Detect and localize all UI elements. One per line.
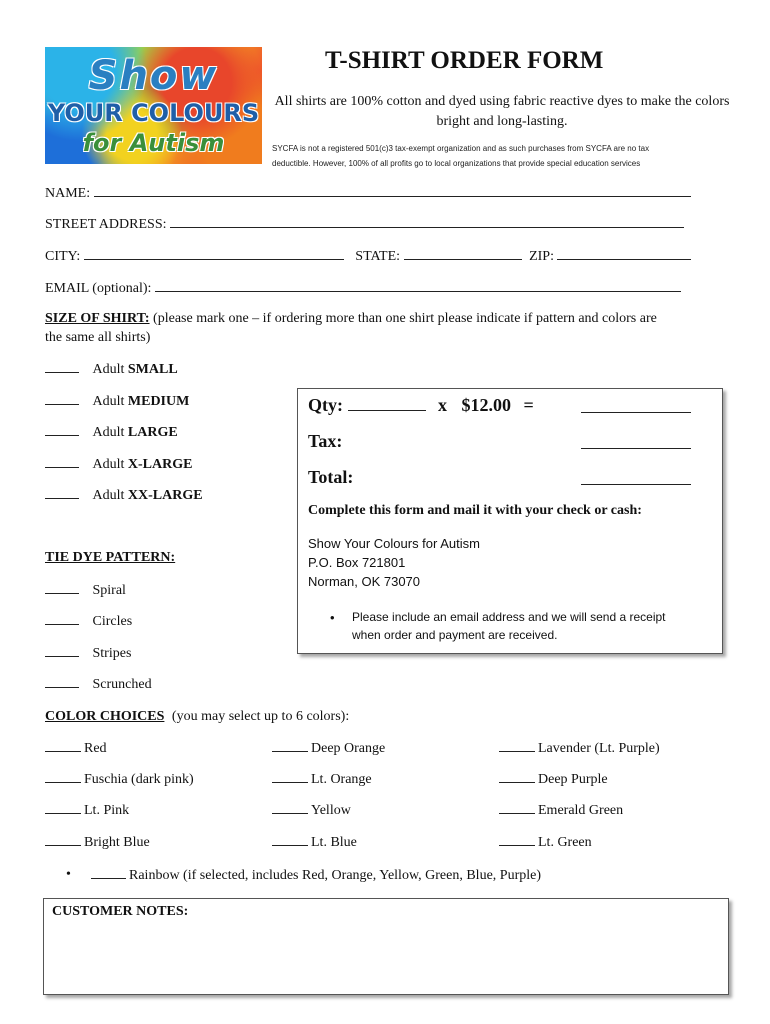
color-option-label: Emerald Green [538, 803, 624, 818]
size-option-x-large[interactable] [45, 456, 192, 473]
color-heading: COLOR CHOICES [45, 709, 165, 724]
color-checkbox-line[interactable] [45, 740, 81, 752]
size-heading: SIZE OF SHIRT: [45, 311, 150, 326]
color-checkbox-line[interactable] [91, 867, 126, 879]
size-checkbox-line[interactable] [45, 361, 79, 373]
size-checkbox-line[interactable] [45, 487, 79, 499]
color-option-label: Deep Purple [538, 772, 608, 787]
street-field[interactable] [45, 216, 684, 233]
mail-address-line-1: Show Your Colours for Autism [308, 536, 480, 551]
mail-address-line-2: P.O. Box 721801 [308, 555, 406, 570]
city-label: CITY: [45, 249, 81, 264]
color-option-label: Red [84, 741, 107, 756]
size-instructions-text: (please mark one – if ordering more than one shirt please indicate if pattern and colors are [149, 311, 657, 326]
tax-note-line-2: deductible. However, 100% of all profits go to local organizations that provide special education services [272, 159, 641, 168]
total-input-line[interactable] [581, 471, 691, 485]
email-input-line[interactable] [155, 280, 681, 292]
color-option-label: Yellow [311, 803, 351, 818]
receipt-note-line-2: when order and payment are received. [352, 628, 558, 642]
pattern-checkbox-line[interactable] [45, 676, 79, 688]
color-checkbox-line[interactable] [45, 771, 81, 783]
color-checkbox-line[interactable] [499, 834, 535, 846]
color-checkbox-line[interactable] [499, 740, 535, 752]
size-option-label: LARGE [127, 425, 178, 440]
name-label: NAME: [45, 186, 91, 201]
size-option-large[interactable] [45, 424, 178, 441]
color-option-yellow[interactable] [272, 802, 351, 819]
size-prefix: Adult [92, 425, 125, 440]
color-checkbox-line[interactable] [272, 771, 308, 783]
pattern-heading: TIE DYE PATTERN: [45, 550, 176, 565]
color-checkbox-line[interactable] [45, 834, 81, 846]
city-input-line[interactable] [84, 248, 344, 260]
color-option-bright-blue[interactable] [45, 834, 150, 851]
pattern-checkbox-line[interactable] [45, 613, 79, 625]
size-checkbox-line[interactable] [45, 393, 79, 405]
color-option-fuschia[interactable] [45, 771, 194, 788]
size-option-label: MEDIUM [127, 394, 190, 409]
size-option-small[interactable] [45, 361, 178, 378]
color-option-label: Lt. Pink [84, 803, 130, 818]
page-title: T-SHIRT ORDER FORM [325, 47, 604, 74]
intro-text: All shirts are 100% cotton and dyed using fabric reactive dyes to make the colors bright and long-lasting. [274, 94, 730, 129]
size-prefix: Adult [92, 394, 125, 409]
color-option-label: Lavender (Lt. Purple) [538, 741, 660, 756]
color-option-label: Lt. Green [538, 835, 592, 850]
street-input-line[interactable] [170, 216, 684, 228]
color-checkbox-line[interactable] [499, 771, 535, 783]
pattern-checkbox-line[interactable] [45, 582, 79, 594]
rainbow-label: Rainbow (if selected, includes Red, Orange, Yellow, Green, Blue, Purple) [129, 868, 541, 883]
bullet-icon: • [330, 610, 335, 625]
pattern-option-spiral[interactable] [45, 582, 126, 599]
color-checkbox-line[interactable] [272, 802, 308, 814]
size-prefix: Adult [92, 457, 125, 472]
pattern-option-label: Spiral [92, 583, 126, 598]
size-option-xx-large[interactable] [45, 487, 203, 504]
color-option-label: Lt. Orange [311, 772, 372, 787]
order-summary-box [297, 388, 723, 654]
color-option-label: Deep Orange [311, 741, 386, 756]
logo-line-1: Show [88, 53, 219, 99]
size-option-label: XX-LARGE [127, 488, 203, 503]
city-state-zip-row [45, 248, 691, 265]
qty-label: Qty: [308, 395, 343, 415]
email-field[interactable] [45, 280, 681, 297]
size-checkbox-line[interactable] [45, 456, 79, 468]
state-label: STATE: [355, 249, 401, 264]
times-sign: x [438, 395, 447, 415]
color-option-deep-purple[interactable] [499, 771, 608, 788]
color-option-deep-orange[interactable] [272, 740, 385, 757]
pattern-option-label: Circles [92, 614, 133, 629]
size-instructions-line-2: the same all shirts) [45, 330, 151, 345]
color-option-emerald-green[interactable] [499, 802, 623, 819]
customer-notes-box[interactable] [43, 898, 729, 995]
color-instructions: (you may select up to 6 colors): [171, 709, 350, 724]
color-checkbox-line[interactable] [499, 802, 535, 814]
logo-line-2: YOUR COLOURS [47, 99, 260, 127]
size-instructions [45, 311, 657, 327]
color-option-label: Lt. Blue [311, 835, 357, 850]
color-checkbox-line[interactable] [272, 834, 308, 846]
size-prefix: Adult [92, 488, 125, 503]
zip-label: ZIP: [529, 249, 554, 264]
receipt-note-line-1: Please include an email address and we will send a receipt [352, 610, 666, 624]
color-option-label: Bright Blue [84, 835, 150, 850]
color-option-rainbow[interactable] [91, 867, 541, 884]
customer-notes-label: CUSTOMER NOTES: [52, 904, 189, 919]
state-input-line[interactable] [404, 248, 522, 260]
zip-input-line[interactable] [557, 248, 691, 260]
color-checkbox-line[interactable] [45, 802, 81, 814]
tax-label: Tax: [308, 431, 343, 451]
size-prefix: Adult [92, 362, 125, 377]
mail-instruction: Complete this form and mail it with your check or cash: [308, 503, 642, 518]
equals-sign: = [523, 395, 534, 415]
size-option-label: X-LARGE [127, 457, 193, 472]
color-checkbox-line[interactable] [272, 740, 308, 752]
street-label: STREET ADDRESS: [45, 217, 167, 232]
color-option-lt-blue[interactable] [272, 834, 357, 851]
name-field[interactable] [45, 185, 691, 202]
color-option-label: Fuschia (dark pink) [84, 772, 194, 787]
color-option-red[interactable] [45, 740, 107, 757]
qty-row [308, 395, 534, 416]
pattern-option-circles[interactable] [45, 613, 132, 630]
color-choices-header [45, 709, 349, 725]
price-value: $12.00 [461, 395, 511, 415]
pattern-option-scrunched[interactable] [45, 676, 152, 693]
pattern-option-label: Scrunched [92, 677, 152, 692]
qty-input-line[interactable] [348, 397, 426, 411]
color-option-lt-green[interactable] [499, 834, 592, 851]
size-option-label: SMALL [127, 362, 178, 377]
size-checkbox-line[interactable] [45, 424, 79, 436]
color-option-lt-orange[interactable] [272, 771, 372, 788]
pattern-option-stripes[interactable] [45, 645, 131, 662]
bullet-icon: • [66, 867, 71, 882]
logo-line-3: for Autism [82, 129, 225, 157]
tax-input-line[interactable] [581, 435, 691, 449]
pattern-checkbox-line[interactable] [45, 645, 79, 657]
subtotal-input-line[interactable] [581, 399, 691, 413]
color-option-lavender[interactable] [499, 740, 660, 757]
total-label: Total: [308, 467, 354, 487]
name-input-line[interactable] [94, 185, 691, 197]
mail-address-line-3: Norman, OK 73070 [308, 574, 421, 589]
pattern-option-label: Stripes [92, 646, 132, 661]
size-option-medium[interactable] [45, 393, 189, 410]
color-option-lt-pink[interactable] [45, 802, 129, 819]
tax-note-line-1: SYCFA is not a registered 501(c)3 tax-exempt organization and as such purchases from SYCFA are no tax [272, 144, 650, 153]
email-label: EMAIL (optional): [45, 281, 152, 296]
